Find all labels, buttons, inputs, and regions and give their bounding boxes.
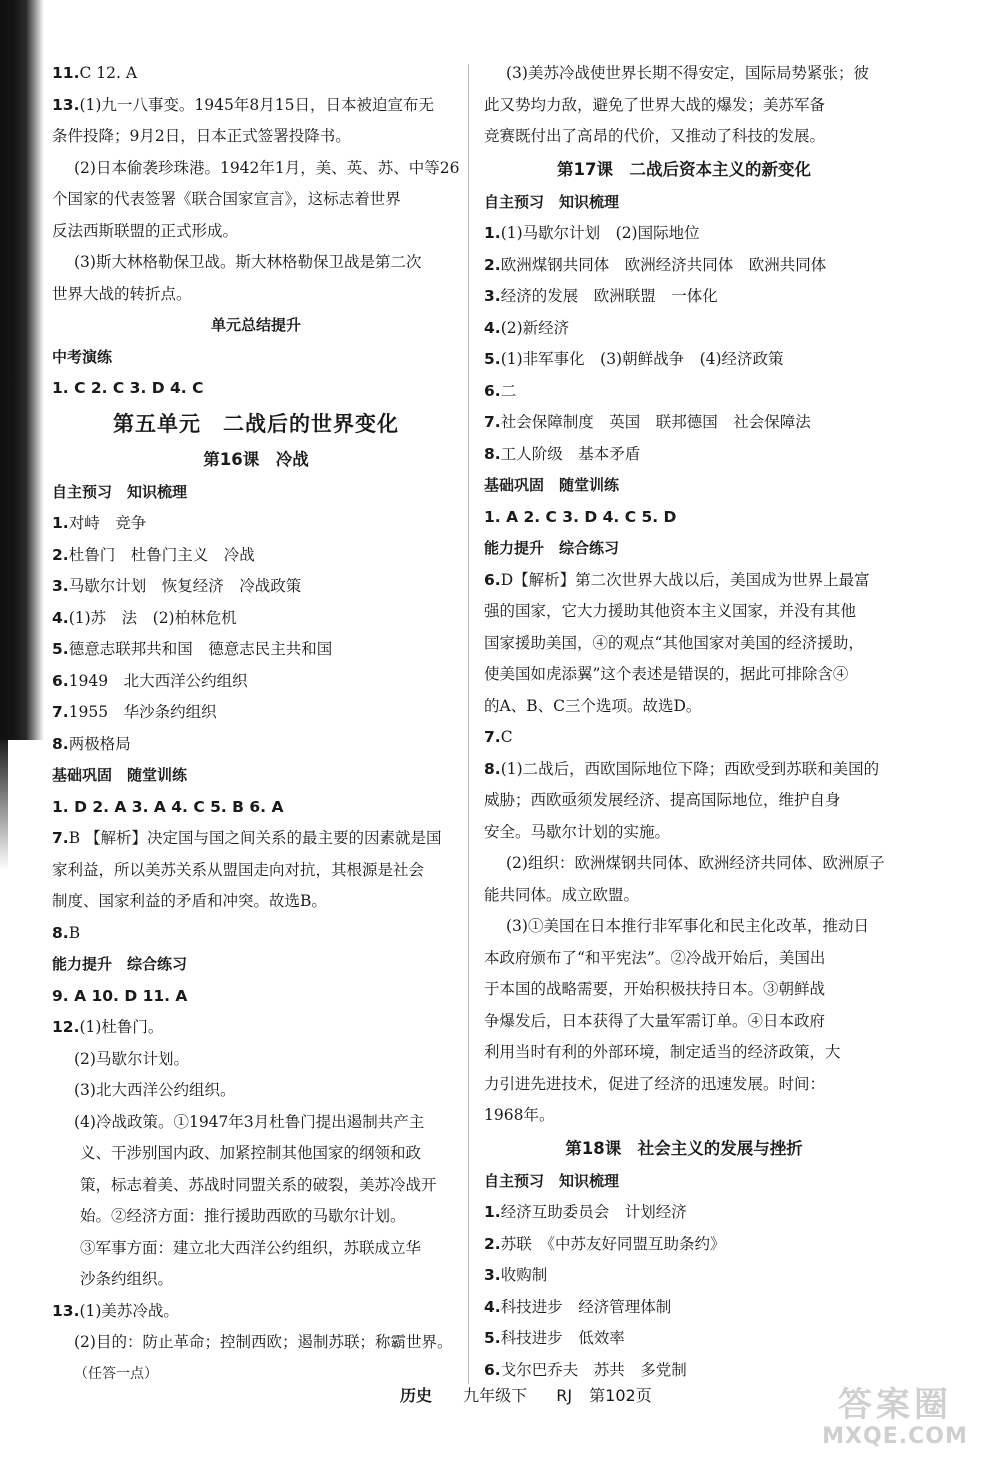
answer-line xyxy=(52,729,460,761)
answer-text: 1955 华沙条约组织 xyxy=(68,703,217,721)
answer-text: (1)二战后，西欧国际地位下降；西欧受到苏联和美国的 xyxy=(500,759,880,778)
question-number: 5. xyxy=(484,1329,501,1347)
question-number: 7. xyxy=(484,413,501,431)
answer-line xyxy=(52,603,460,635)
question-number: 1. xyxy=(484,1203,501,1221)
answer-text: (1)苏 法 (2)柏林危机 xyxy=(68,608,237,627)
question-number: 8. xyxy=(52,923,69,942)
sub-answer-continuation: 沙条约组织。 xyxy=(80,1270,174,1288)
question-number: 6. xyxy=(484,1360,501,1379)
answer-text: (2)新经济 xyxy=(500,318,570,337)
section-heading: 基础巩固 随堂训练 xyxy=(484,476,620,494)
answer-continuation: 此又势均力敌，避免了世界大战的爆发；美苏军备 xyxy=(484,95,826,114)
answer-continuation: 于本国的战略需要，开始积极扶持日本。③朝鲜战 xyxy=(484,980,826,998)
answer-line xyxy=(52,1012,460,1044)
answer-line xyxy=(484,1355,884,1387)
answer-continuation: 的A、B、C三个选项。故选D。 xyxy=(484,696,702,715)
question-number: 8. xyxy=(484,444,501,463)
section-heading: 自主预习 知识梳理 xyxy=(52,482,188,501)
answer-text: 杜鲁门 杜鲁门主义 冷战 xyxy=(68,545,255,564)
sub-answer-continuation: ③军事方面：建立北大西洋公约组织，苏联成立华 xyxy=(80,1238,422,1257)
section-heading: 中考演练 xyxy=(52,347,113,366)
question-number: 13. xyxy=(52,95,80,114)
question-number: 2. xyxy=(484,1234,501,1253)
answer-line xyxy=(484,1260,884,1292)
answer-line xyxy=(52,697,460,729)
answer-text: (1)美苏冷战。 xyxy=(79,1301,179,1320)
sub-answer: (3)北大西洋公约组织。 xyxy=(74,1081,236,1099)
unit-title: 第五单元 二战后的世界变化 xyxy=(113,411,399,436)
answer-continuation: 世界大战的转折点。 xyxy=(52,284,192,303)
question-number: 2. xyxy=(484,255,501,274)
answer-line xyxy=(52,823,460,855)
answer-line xyxy=(484,1197,884,1229)
answer-text: D【解析】第二次世界大战以后，美国成为世界上最富 xyxy=(500,570,870,589)
sub-answer: (4)冷战政策。①1947年3月杜鲁门提出遏制共产主 xyxy=(74,1112,425,1131)
answer-text: 1949 北大西洋公约组织 xyxy=(68,671,248,690)
answer-text: (1)杜鲁门。 xyxy=(79,1018,164,1036)
question-number: 5. xyxy=(484,350,501,368)
question-number: 7. xyxy=(52,829,69,847)
answer-text: 收购制 xyxy=(500,1266,548,1284)
answer-line xyxy=(52,918,460,950)
answer-text: 工人阶级 基本矛盾 xyxy=(500,444,641,463)
answer-text: 两极格局 xyxy=(68,734,131,753)
answer-text: (1)马歇尔计划 (2)国际地位 xyxy=(500,224,700,242)
answer-text: 苏联 《中苏友好同盟互助条约》 xyxy=(500,1234,726,1253)
answer-line xyxy=(484,376,884,408)
answer-text: 马歇尔计划 恢复经济 冷战政策 xyxy=(68,577,302,595)
choice-answers: 1. C 2. C 3. D 4. C xyxy=(52,379,204,397)
answer-text: 经济互助委员会 计划经济 xyxy=(500,1203,687,1221)
left-column xyxy=(52,58,460,1390)
question-number: 4. xyxy=(484,1297,501,1316)
answer-continuation: 力引进先进技术，促进了经济的迅速发展。时间： xyxy=(484,1074,826,1093)
answer-text: C xyxy=(500,728,513,746)
answer-line xyxy=(52,666,460,698)
choice-answers: 9. A 10. D 11. A xyxy=(52,986,188,1005)
answer-text: 二 xyxy=(500,381,517,400)
answer-continuation: 本政府颁布了“和平宪法”。②冷战开始后，美国出 xyxy=(484,948,826,967)
answer-text: (1)九一八事变。1945年8月15日，日本被迫宣布无 xyxy=(79,95,434,114)
answer-line xyxy=(484,1229,884,1261)
answer-text: 社会保障制度 英国 联邦德国 社会保障法 xyxy=(500,413,811,431)
answer-note: （任答一点） xyxy=(74,1365,158,1382)
sub-answer: (2)组织：欧洲煤钢共同体、欧洲经济共同体、欧洲原子 xyxy=(506,854,885,872)
section-heading: 能力提升 综合练习 xyxy=(484,539,620,557)
answer-line xyxy=(52,508,460,540)
answer-line xyxy=(52,571,460,603)
answer-text: 经济的发展 欧洲联盟 一体化 xyxy=(500,287,718,305)
question-number: 8. xyxy=(52,734,69,753)
sub-answer: (3)①美国在日本推行非军事化和民主化改革，推动日 xyxy=(506,917,869,935)
answer-line xyxy=(484,565,884,597)
answer-continuation: 条件投降；9月2日，日本正式签署投降书。 xyxy=(52,127,351,145)
answer-line xyxy=(484,313,884,345)
answer-continuation: 安全。马歇尔计划的实施。 xyxy=(484,822,671,841)
section-heading: 单元总结提升 xyxy=(210,316,301,334)
sub-answer-continuation: 策，标志着美、苏战时同盟关系的破裂，美苏冷战开 xyxy=(80,1175,437,1194)
answer-continuation: 家利益，所以美苏关系从盟国走向对抗，其根源是社会 xyxy=(52,860,425,879)
question-number: 3. xyxy=(484,287,501,305)
answer-text: C 12. A xyxy=(79,64,138,82)
question-number: 3. xyxy=(484,1266,501,1284)
answer-line xyxy=(484,754,884,786)
sub-answer-continuation: 义、干涉别国内政、加紧控制其他国家的纲领和政 xyxy=(80,1144,422,1162)
answer-text: B xyxy=(68,923,81,942)
answer-continuation: 使美国如虎添翼”这个表述是错误的，据此可排除含④ xyxy=(484,665,849,683)
sub-answer: (3)美苏冷战使世界长期不得安定，国际局势紧张；彼 xyxy=(506,64,869,82)
question-number: 1. xyxy=(484,224,501,242)
answer-line xyxy=(484,1292,884,1324)
scan-shadow-edge xyxy=(0,0,44,740)
question-number: 11. xyxy=(52,64,80,82)
answer-line xyxy=(484,722,884,754)
question-number: 3. xyxy=(52,577,69,595)
answer-text: 德意志联邦共和国 德意志民主共和国 xyxy=(68,640,333,658)
answer-text: 对峙 竞争 xyxy=(68,514,147,532)
question-number: 12. xyxy=(52,1018,80,1036)
question-number: 8. xyxy=(484,759,501,778)
answer-continuation: 利用当时有利的外部环境，制定适当的经济政策，大 xyxy=(484,1043,841,1061)
choice-answers: 1. D 2. A 3. A 4. C 5. B 6. A xyxy=(52,797,284,816)
question-number: 6. xyxy=(484,381,501,400)
answer-continuation: 个国家的代表签署《联合国家宣言》，这标志着世界 xyxy=(52,190,401,208)
sub-answer: (2)日本偷袭珍珠港。1942年1月，美、英、苏、中等26 xyxy=(74,158,460,177)
watermark-logo xyxy=(800,1386,990,1452)
footer-edition: RJ xyxy=(556,1386,573,1405)
answer-text: B 【解析】决定国与国之间关系的最主要的因素就是国 xyxy=(68,829,442,847)
section-heading: 自主预习 知识梳理 xyxy=(484,192,620,211)
answer-continuation: 反法西斯联盟的正式形成。 xyxy=(52,221,239,240)
section-heading: 自主预习 知识梳理 xyxy=(484,1171,620,1190)
right-column xyxy=(484,58,884,1386)
question-number: 1. xyxy=(52,514,69,532)
question-number: 7. xyxy=(484,728,501,746)
footer-page-number: 第102页 xyxy=(589,1386,652,1405)
section-heading: 能力提升 综合练习 xyxy=(52,955,188,973)
answer-continuation: 争爆发后，日本获得了大量军需订单。④日本政府 xyxy=(484,1011,826,1030)
question-number: 7. xyxy=(52,703,69,721)
answer-continuation: 威胁；西欧亟须发展经济、提高国际地位，维护自身 xyxy=(484,791,841,809)
answer-text: 科技进步 低效率 xyxy=(500,1329,625,1347)
answer-line xyxy=(484,250,884,282)
sub-answer-continuation: 始。②经济方面：推行援助西欧的马歇尔计划。 xyxy=(80,1207,406,1225)
answer-continuation: 1968年。 xyxy=(484,1106,555,1124)
question-number: 13. xyxy=(52,1301,80,1320)
question-number: 6. xyxy=(52,671,69,690)
lesson-title: 第16课 冷战 xyxy=(203,449,309,469)
answer-line xyxy=(52,1296,460,1328)
watermark-mark: 答案圈 xyxy=(838,1385,952,1425)
answer-text: (1)非军事化 (3)朝鲜战争 (4)经济政策 xyxy=(500,350,784,368)
answer-line xyxy=(484,1323,884,1355)
sub-answer: (3)斯大林格勒保卫战。斯大林格勒保卫战是第二次 xyxy=(74,253,422,271)
footer-subject: 历史 xyxy=(400,1386,433,1405)
answer-line xyxy=(484,281,884,313)
answer-line xyxy=(52,540,460,572)
answer-text: 科技进步 经济管理体制 xyxy=(500,1297,672,1316)
answer-line xyxy=(484,439,884,471)
section-heading: 基础巩固 随堂训练 xyxy=(52,766,188,784)
watermark-url: MXQE.COM xyxy=(822,1424,968,1449)
answer-continuation: 竞赛既付出了高昂的代价，又推动了科技的发展。 xyxy=(484,127,826,145)
sub-answer: (2)目的：防止革命；控制西欧；遏制苏联；称霸世界。 xyxy=(74,1333,453,1351)
sub-answer: (2)马歇尔计划。 xyxy=(74,1049,189,1068)
answer-line xyxy=(484,407,884,439)
answer-continuation: 能共同体。成立欧盟。 xyxy=(484,885,640,904)
scan-shadow-edge-lower xyxy=(0,740,8,870)
choice-answers: 1. A 2. C 3. D 4. C 5. D xyxy=(484,507,677,526)
answer-line xyxy=(484,344,884,376)
footer-grade: 九年级下 xyxy=(463,1386,528,1405)
answer-line xyxy=(52,58,460,90)
answer-text: 欧洲煤钢共同体 欧洲经济共同体 欧洲共同体 xyxy=(500,255,827,274)
page-footer xyxy=(400,1383,652,1409)
question-number: 6. xyxy=(484,570,501,589)
lesson-title: 第18课 社会主义的发展与挫折 xyxy=(565,1138,803,1158)
question-number: 4. xyxy=(484,318,501,337)
answer-continuation: 国家援助美国，④的观点“其他国家对美国的经济援助， xyxy=(484,633,864,652)
column-divider xyxy=(468,64,469,1384)
answer-continuation: 强的国家，它大力援助其他资本主义国家，并没有其他 xyxy=(484,602,857,620)
question-number: 2. xyxy=(52,545,69,564)
question-number: 5. xyxy=(52,640,69,658)
answer-text: 戈尔巴乔夫 苏共 多党制 xyxy=(500,1360,687,1379)
lesson-title: 第17课 二战后资本主义的新变化 xyxy=(557,159,811,179)
question-number: 4. xyxy=(52,608,69,627)
answer-continuation: 制度、国家利益的矛盾和冲突。故选B。 xyxy=(52,892,327,910)
answer-line xyxy=(484,218,884,250)
answer-line xyxy=(52,634,460,666)
answer-line xyxy=(52,90,460,122)
